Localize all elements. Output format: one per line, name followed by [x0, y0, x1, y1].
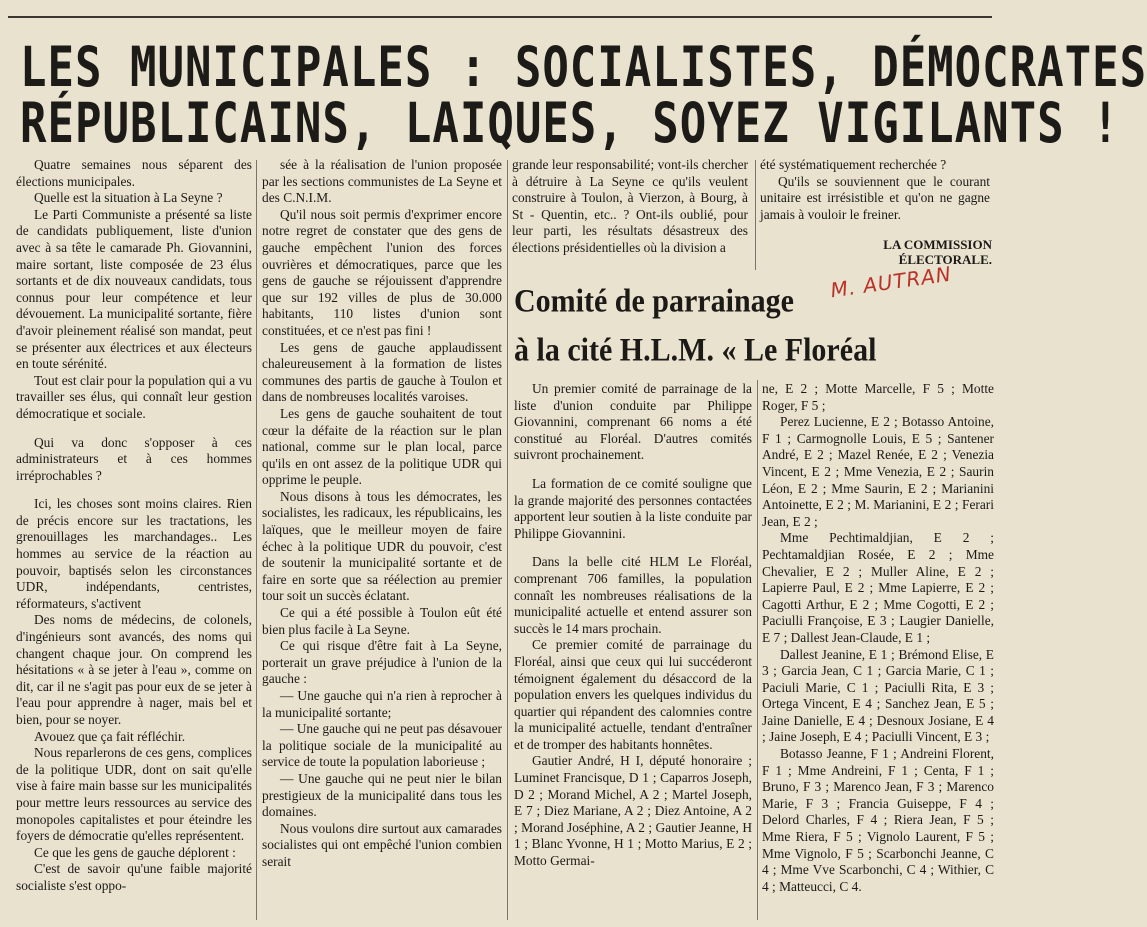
paragraph: Ce qui risque d'être fait à La Seyne, porterait un grave préjudice à l'union de la gauche :: [262, 638, 502, 687]
paragraph: Dans la belle cité HLM Le Floréal, comprenant 706 familles, la population connaît les nombreuses réalisations de la municipalité actuelle et entend assurer son succès le 14 mars prochain.: [514, 554, 752, 636]
paragraph: Tout est clair pour la population qui a vu travailler ses élus, qui connaît leur gestion démocratique et sociale.: [16, 372, 252, 421]
signature: [760, 237, 992, 267]
paragraph: Des noms de médecins, de colonels, d'ingénieurs sont avancés, des noms qui changent chaque jour. On comprend les hésitations « à se jeter à l'eau », comme on dit, car il ne s'agit pas pour eux de se jeter à l'eau pour apprendre à nager, mais bel et bien, pour se noyer.: [16, 612, 252, 727]
paragraph: Qu'ils se souviennent que le courant unitaire est irrésistible et qu'on ne gagne jamais à vouloir le freiner.: [760, 173, 990, 222]
paragraph: Un premier comité de parrainage de la liste d'union conduite par Philippe Giovannini, comprenant 66 noms a été constitué au Floréal. D'autres comités suivront prochainement.: [514, 381, 752, 463]
paragraph: Ce que les gens de gauche déplorent :: [34, 844, 236, 860]
committee-column-2: [762, 381, 994, 922]
article-column-3-top: [512, 157, 748, 269]
name-list: Dallest Jeanine, E 1 ; Brémond Elise, E 3 ; Garcia Jean, C 1 ; Garcia Marie, C 1 ; Paciuli Marie, C 1 ; Paciulli Rita, E 3 ; Ortega Vincent, E 4 ; Sanchez Jean, E 5 ; Jaine Danielle, E 4 ; Desnoux Josiane, E 4 ; Jaine Joseph, E 4 ; Paciulli Vincent, E 3 ;: [762, 646, 994, 745]
headline-line-1: LES MUNICIPALES : SOCIALISTES, DÉMOCRATES: [20, 36, 1147, 100]
article-column-1: [16, 157, 252, 922]
column-divider: [757, 380, 758, 920]
name-list: ne, E 2 ; Motte Marcelle, F 5 ; Motte Roger, F 5 ;: [762, 381, 994, 413]
paragraph: Ici, les choses sont moins claires. Rien de précis encore sur les tractations, les grenouillages les marchandages.. Les hommes au service de la réaction au pouvoir, baptisés selon les circonstances UDR, indépendants, centristes, réformateurs, s'activent: [16, 496, 252, 611]
paragraph: grande leur responsabilité; vont-ils chercher à détruire à La Seyne ce qu'ils veulent construire à Toulon, à Vierzon, à Bourg, à St - Quentin, etc.. ? Ont-ils oublié, pour leur parti, les résultats désastreux des élections présidentielles où la division a: [512, 157, 748, 255]
paragraph: Le Parti Communiste a présenté sa liste de candidats publiquement, liste d'union avec à sa tête le camarade Ph. Giovannini, maire sortant, liste composée de 23 élus sortants et de dix nouveaux candidats, tous connus pour leur compétence et leur dévouement. La municipalité sortante, fière d'avoir pleinement réalisé son mandat, peut se présenter aux électrices et aux électeurs en toute sérénité.: [16, 206, 252, 372]
committee-column-1: [514, 381, 752, 922]
subheadline-line-1: Comité de parrainage: [514, 283, 794, 320]
signature-line-2: ÉLECTORALE.: [898, 252, 992, 267]
paragraph: Les gens de gauche souhaitent de tout cœur la défaite de la réaction sur le plan national, comme sur le plan local, parce qu'ils en ont assez de la politique UDR qui opprime le peuple.: [262, 405, 502, 488]
paragraph: — Une gauche qui ne peut pas désavouer la politique sociale de la municipalité au service de toute la population laborieuse ;: [262, 721, 502, 770]
paragraph: Quatre semaines nous séparent des élections municipales.: [16, 157, 252, 189]
paragraph: Nous reparlerons de ces gens, complices de la politique UDR, dont on sait qu'elle vise à faire main basse sur les municipalités pour mettre leurs ressources au service des monopoles capitalistes et pour éteindre les foyers de démocratie qu'elles représentent.: [16, 745, 252, 844]
handwritten-note: M. AUTRAN: [828, 261, 954, 303]
paragraph: Qu'il nous soit permis d'exprimer encore notre regret de constater que des gens de gauche empêchent l'union des forces ouvrières et démocratiques, parce que les gens de gauche se réjouissent d'apprendre que sur 192 villes de plus de 30.000 habitants, 110 listes d'union sont constituées, et ce n'est pas fini !: [262, 206, 502, 338]
paragraph: La formation de ce comité souligne que la grande majorité des personnes contactées apportent leur soutien à la liste conduite par Philippe Giovannini.: [514, 475, 752, 541]
paragraph: Ce premier comité de parrainage du Floréal, ainsi que ceux qui lui succéderont témoignent également du désaccord de la population envers les quelques individus du quartier qui répandent des calomnies contre la municipalité actuelle, tendant d'entraîner et de tromper des habitants honnêtes.: [514, 637, 752, 752]
paragraph: Les gens de gauche applaudissent chaleureusement à la formation de listes communes des partis de gauche à Toulon et dans de nombreuses localités varoises.: [262, 339, 502, 405]
headline-line-2: RÉPUBLICAINS, LAIQUES, SOYEZ VIGILANTS !: [20, 92, 1120, 156]
paragraph: C'est de savoir qu'une faible majorité socialiste s'est oppo-: [16, 861, 252, 893]
paragraph: Avouez que ça fait réfléchir.: [34, 728, 186, 744]
name-list: Botasso Jeanne, F 1 ; Andreini Florent, F 1 ; Mme Andreini, F 1 ; Centa, F 1 ; Bruno, F 3 ; Marenco Jean, F 3 ; Marenco Marie, F 3 ; Francia Guiseppe, F 4 ; Delord Charles, F 4 ; Riera Jean, F 5 ; Mme Riera, F 5 ; Vignolo Laurent, F 5 ; Mme Vignolo, F 5 ; Scarbonchi Jeanne, C 4 ; Mme Vve Scarbonchi, C 4 ; Withier, C 4 ; Matteucci, C 4.: [762, 746, 994, 894]
paragraph: Nous disons à tous les démocrates, les socialistes, les radicaux, les républicains, les laïques, que le meilleur moyen de faire échec à la politique UDR du pouvoir, c'est de soutenir la municipalité sortante et de faire en sorte que sa réélection au premier tour soit un succès éclatant.: [262, 488, 502, 604]
column-divider: [755, 160, 756, 270]
paragraph: Quelle est la situation à La Seyne ?: [34, 190, 223, 206]
name-list: Mme Pechtimaldjian, E 2 ; Pechtamaldjian Rosée, E 2 ; Mme Chevalier, E 2 ; Muller Aline, E 2 ; Lapierre Paul, E 2 ; Mme Lapierre, E 2 ; Cagotti Arthur, E 2 ; Mme Cogotti, E 2 ; Paciulli Françoise, E 3 ; Laugier Danielle, E 7 ; Dallest Jean-Claude, E 1 ;: [762, 530, 994, 645]
paragraph: Nous voulons dire surtout aux camarades socialistes qui ont empêché l'union combien serait: [262, 820, 502, 869]
paragraph: été systématiquement recherchée ?: [760, 157, 947, 172]
name-list: Perez Lucienne, E 2 ; Botasso Antoine, F 1 ; Carmognolle Louis, E 5 ; Santener André, E 2 ; Mazel Renée, E 2 ; Venezia Vincent, E 2 ; Mme Venezia, E 2 ; Saurin Léon, E 2 ; Mme Saurin, E 2 ; Marianini Antoinette, E 2 ; M. Marianini, E 2 ; Ferari Jean, E 2 ;: [762, 414, 994, 529]
article-column-2: [262, 157, 502, 922]
subheadline-line-2: à la cité H.L.M. « Le Floréal: [514, 332, 877, 369]
paragraph: — Une gauche qui n'a rien à reprocher à la municipalité sortante;: [262, 688, 502, 720]
top-rule: [8, 16, 992, 18]
column-divider: [256, 160, 257, 920]
paragraph: Gautier André, H I, député honoraire ; Luminet Francisque, D 1 ; Caparros Joseph, D 2 ; Morand Michel, A 2 ; Martel Joseph, E 7 ; Diez Mariane, A 2 ; Diez Antoine, A 2 ; Morand Joséphine, A 2 ; Gautier Jeanne, H 1 ; Blanc Yvonne, H 1 ; Motto Marius, E 2 ; Motto Germai-: [514, 753, 752, 869]
column-divider: [507, 160, 508, 920]
paragraph: Qui va donc s'opposer à ces administrateurs et à ces hommes irréprochables ?: [16, 434, 252, 483]
paragraph: sée à la réalisation de l'union proposée par les sections communistes de La Seyne et des C.N.I.M.: [262, 157, 502, 206]
paragraph: — Une gauche qui ne peut nier le bilan prestigieux de la municipalité dans tous les domaines.: [262, 770, 502, 820]
signature-line-1: LA COMMISSION: [883, 237, 992, 252]
paragraph: Ce qui a été possible à Toulon eût été bien plus facile à La Seyne.: [262, 605, 502, 637]
